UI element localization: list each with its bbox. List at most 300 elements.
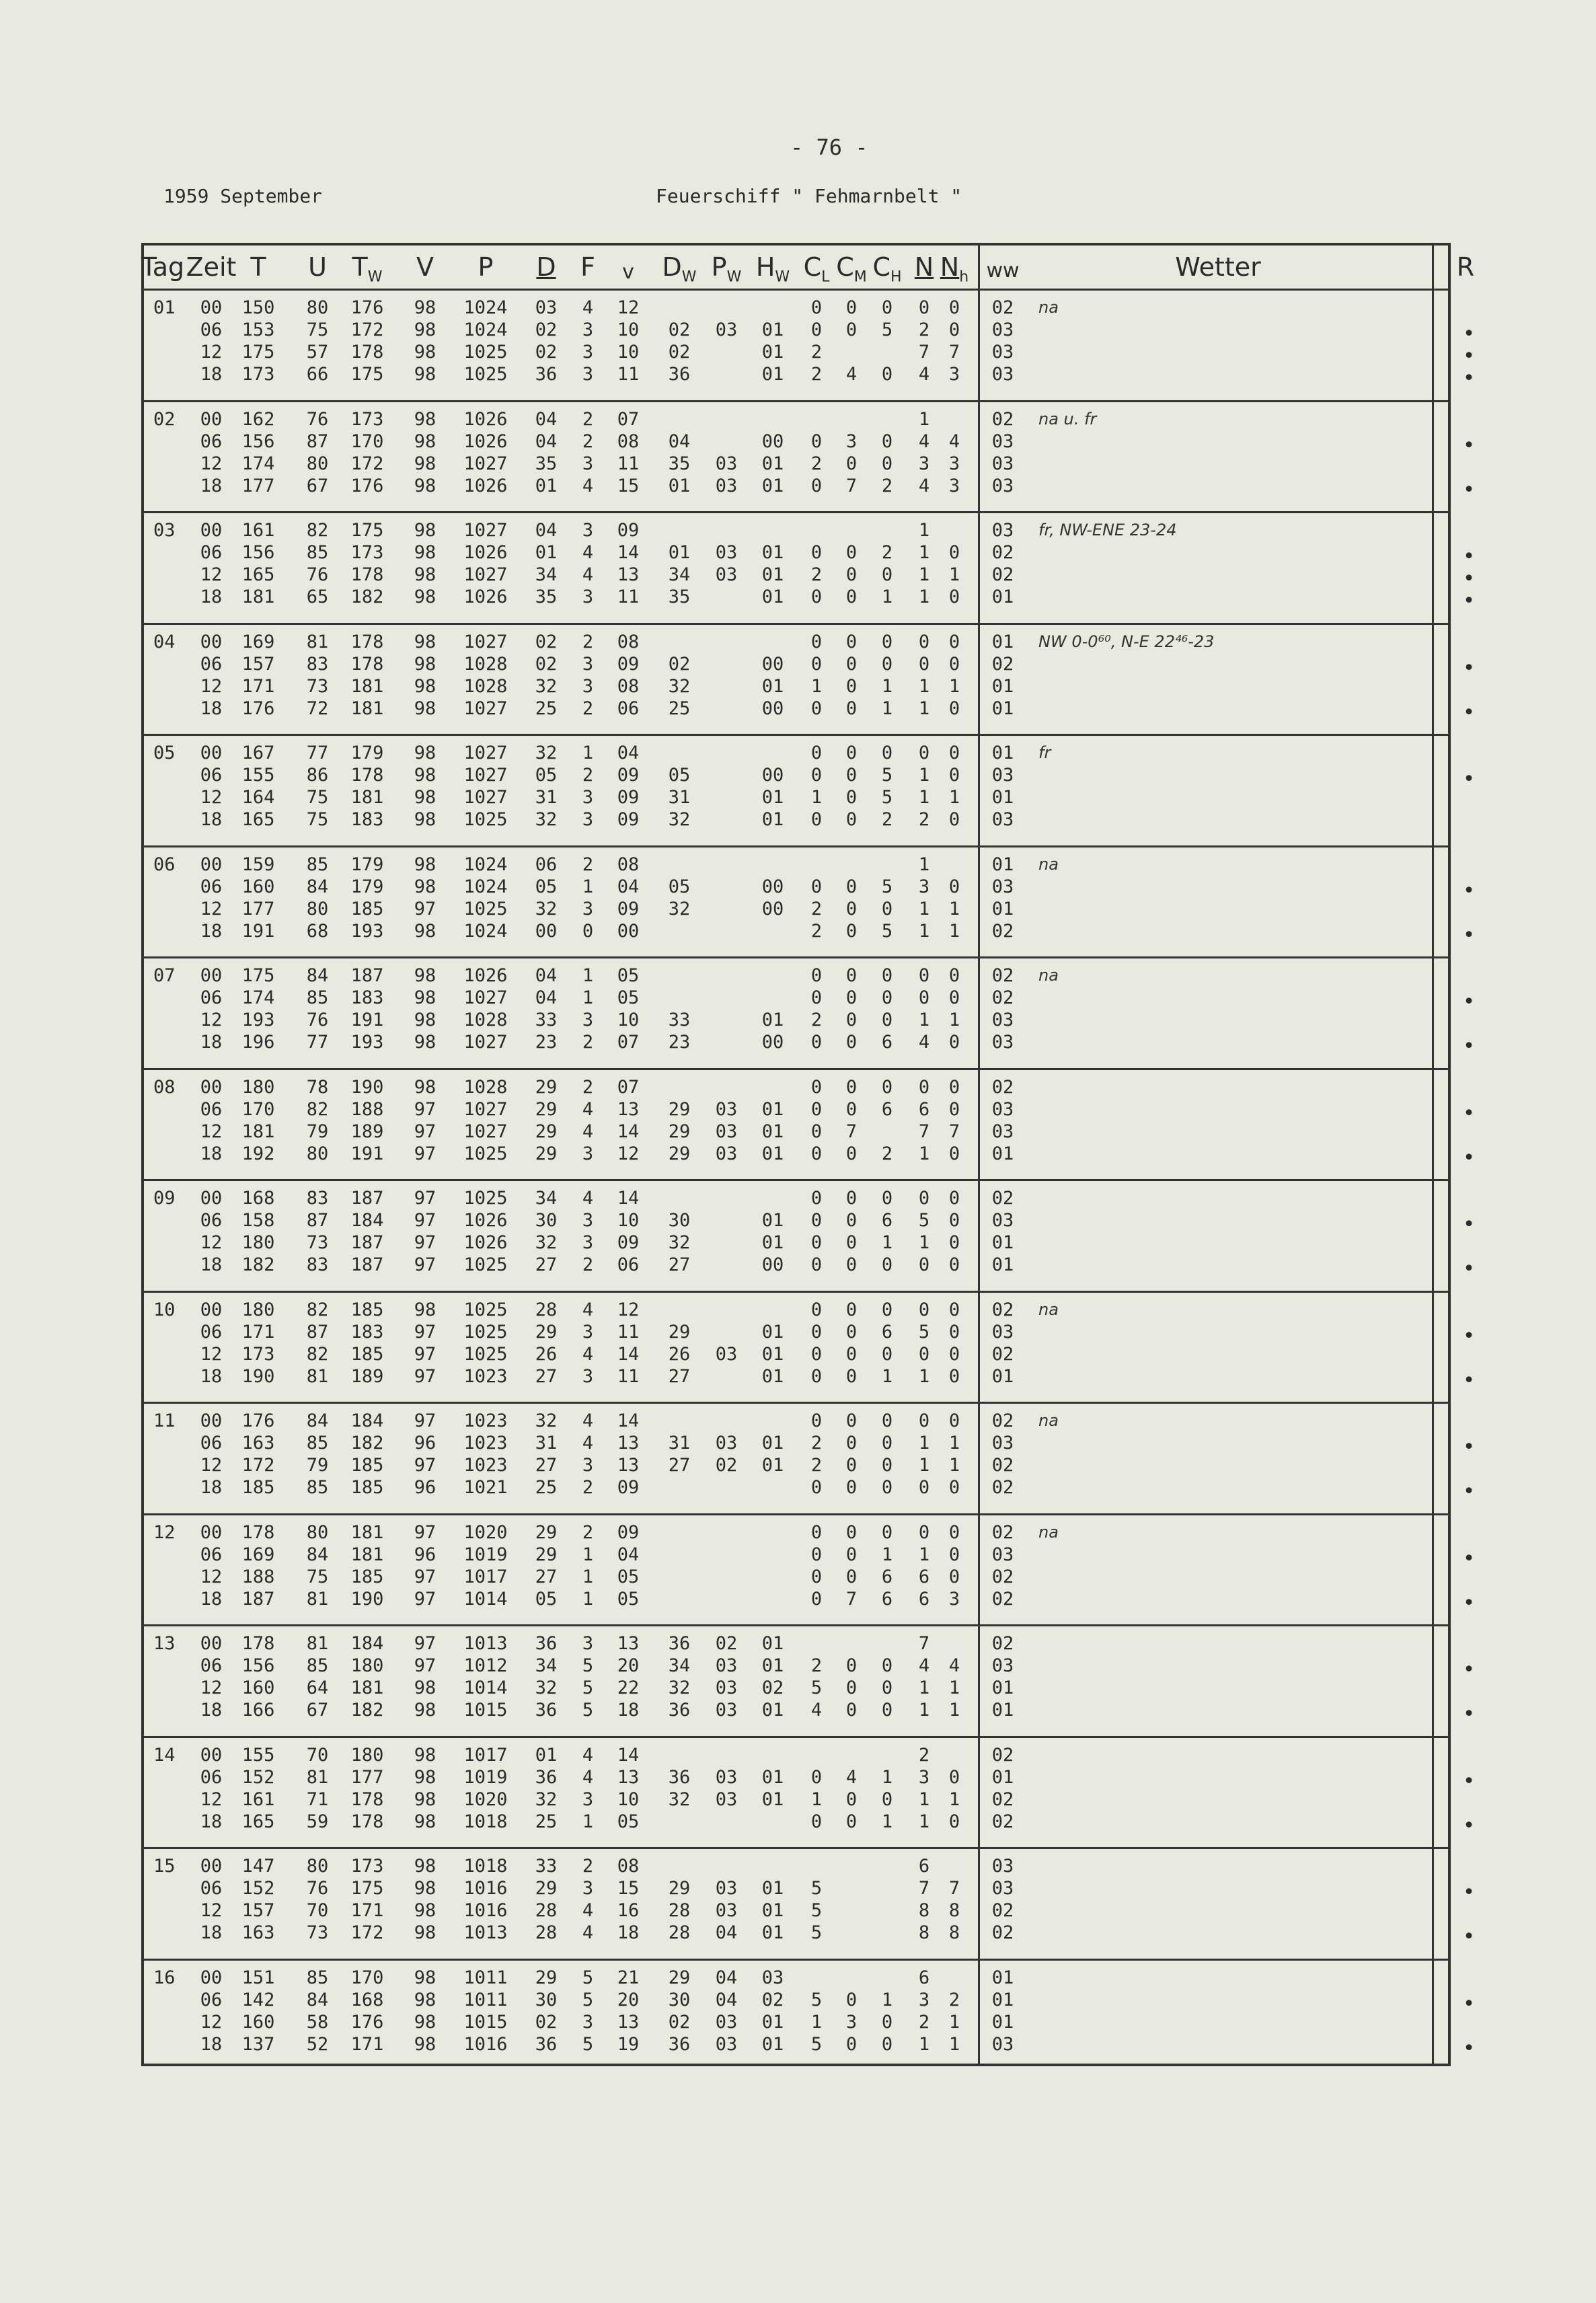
cell-p: 1025 [463,1143,508,1164]
cell-d: 28 [535,1922,558,1943]
cell-vv: 04 [617,743,640,763]
cell-zeit: 00 [200,1856,223,1877]
cell-p: 1028 [463,653,508,675]
cell-pw: 04 [715,1989,738,2010]
cell-ww: 03 [991,876,1014,897]
cell-n: 0 [918,1410,930,1431]
cell-f: 5 [582,1700,594,1721]
cell-d: 27 [535,1455,558,1476]
cell-hw: 00 [761,876,784,897]
cell-t: 190 [241,1365,275,1387]
cell-ww: 02 [991,1455,1014,1476]
cell-v: 97 [414,1365,436,1387]
cell-tw: 170 [350,430,384,452]
cell-cm: 0 [845,453,858,474]
cell-cl: 0 [810,587,823,607]
cell-dw: 05 [668,876,691,897]
cell-cm: 0 [845,765,858,786]
cell-t: 172 [241,1455,275,1476]
cell-ch: 2 [881,809,893,830]
cell-v: 98 [414,2011,436,2033]
cell-t: 163 [241,1433,275,1453]
cell-vv: 10 [617,342,640,363]
cell-p: 1027 [463,564,508,585]
cell-ch: 1 [881,1989,893,2010]
cell-nh: 0 [948,1143,960,1164]
cell-f: 3 [582,342,594,363]
cell-cm: 0 [845,1254,858,1275]
cell-ww: 01 [991,1967,1014,1988]
cell-d: 27 [535,1566,558,1587]
cell-vv: 08 [617,430,640,452]
cell-zeit: 00 [200,1633,223,1654]
cell-tw: 178 [350,342,384,363]
cell-f: 1 [582,987,594,1008]
cell-cl: 1 [810,787,823,808]
cell-tw: 191 [350,1143,384,1164]
cell-ww: 01 [991,1254,1014,1275]
cell-u: 85 [306,1477,329,1498]
cell-ch: 0 [881,1677,893,1698]
cell-hw: 00 [761,1254,784,1275]
cell-u: 84 [306,1544,329,1565]
cell-ww: 03 [991,1878,1014,1899]
day-label: 07 [153,965,176,986]
precip-dot: • [1462,767,1476,791]
cell-vv: 11 [617,364,640,385]
day-block [144,1402,1476,1515]
cell-zeit: 12 [200,787,223,808]
cell-v: 98 [414,809,436,830]
cell-nh: 1 [948,898,960,919]
cell-ch: 2 [881,1143,893,1164]
cell-t: 165 [241,564,275,585]
cell-v: 97 [414,1343,436,1365]
cell-cl: 2 [810,920,823,942]
cell-t: 156 [241,430,275,452]
cell-v: 98 [414,1299,436,1320]
cell-t: 162 [241,408,275,430]
cell-tw: 181 [350,697,384,719]
cell-n: 1 [918,1788,930,1810]
cell-p: 1023 [463,1365,508,1387]
cell-t: 188 [241,1566,275,1587]
day-label: 03 [153,520,176,541]
precip-dot: • [1462,1213,1476,1236]
cell-hw: 01 [761,1633,784,1654]
cell-v: 98 [414,987,436,1008]
cell-u: 75 [306,1566,329,1587]
cell-f: 3 [582,1010,594,1030]
cell-f: 3 [582,809,594,830]
cell-ch: 0 [881,2011,893,2033]
cell-u: 67 [306,1700,329,1721]
precip-dot: • [1462,433,1476,457]
cell-vv: 13 [617,1098,640,1120]
cell-u: 76 [306,1010,329,1030]
cell-f: 1 [582,1588,594,1610]
cell-v: 97 [414,1098,436,1120]
cell-zeit: 00 [200,1744,223,1766]
cell-zeit: 12 [200,1121,223,1142]
cell-tw: 179 [350,854,384,875]
cell-zeit: 18 [200,2033,223,2055]
cell-ch: 0 [881,1299,893,1320]
cell-cl: 5 [810,1989,823,2010]
cell-hw: 01 [761,2033,784,2055]
cell-zeit: 06 [200,1210,223,1231]
cell-v: 98 [414,765,436,786]
cell-vv: 11 [617,587,640,607]
cell-tw: 178 [350,564,384,585]
cell-vv: 13 [617,1433,640,1453]
cell-vv: 09 [617,1521,640,1543]
cell-d: 34 [535,1188,558,1209]
cell-p: 1026 [463,475,508,496]
cell-hw: 01 [761,364,784,385]
col-t: T [250,252,266,282]
cell-p: 1027 [463,765,508,786]
cell-u: 80 [306,1856,329,1877]
cell-ch: 0 [881,1010,893,1030]
cell-pw: 04 [715,1922,738,1943]
cell-nh: 0 [948,1254,960,1275]
wetter-note: fr, NW-ENE 23-24 [1038,521,1177,539]
cell-ch: 0 [881,1254,893,1275]
cell-p: 1025 [463,1188,508,1209]
precip-dot: • [1462,1769,1476,1793]
cell-p: 1027 [463,1098,508,1120]
cell-v: 98 [414,1967,436,1988]
cell-cl: 0 [810,1521,823,1543]
cell-cm: 0 [845,1321,858,1343]
precip-dot: • [1462,1480,1476,1503]
cell-t: 142 [241,1989,275,2010]
cell-vv: 09 [617,765,640,786]
cell-f: 2 [582,1856,594,1877]
cell-hw: 01 [761,1343,784,1365]
cell-t: 169 [241,631,275,652]
cell-hw: 01 [761,475,784,496]
cell-ww: 03 [991,520,1014,541]
cell-u: 52 [306,2033,329,2055]
cell-hw: 02 [761,1677,784,1698]
cell-cl: 0 [810,1544,823,1565]
cell-pw: 03 [715,1143,738,1164]
cell-n: 1 [918,2033,930,2055]
cell-ww: 02 [991,1922,1014,1943]
cell-cm: 0 [845,1455,858,1476]
cell-u: 73 [306,675,329,697]
cell-f: 1 [582,1811,594,1832]
cell-p: 1016 [463,1900,508,1921]
cell-nh: 0 [948,1566,960,1587]
cell-t: 153 [241,319,275,340]
cell-cm: 3 [845,2011,858,2033]
cell-dw: 31 [668,787,691,808]
cell-hw: 01 [761,542,784,563]
cell-v: 98 [414,1922,436,1943]
cell-ch: 0 [881,965,893,986]
cell-n: 3 [918,453,930,474]
cell-dw: 28 [668,1900,691,1921]
cell-f: 4 [582,1121,594,1142]
cell-hw: 01 [761,1433,784,1453]
day-label: 14 [153,1744,176,1766]
cell-dw: 02 [668,342,691,363]
cell-p: 1028 [463,1010,508,1030]
cell-n: 3 [918,1766,930,1788]
cell-v: 98 [414,1878,436,1899]
cell-tw: 184 [350,1410,384,1431]
cell-t: 167 [241,743,275,763]
cell-hw: 01 [761,1788,784,1810]
cell-vv: 13 [617,1766,640,1788]
cell-f: 4 [582,1433,594,1453]
cell-tw: 193 [350,1032,384,1053]
cell-t: 178 [241,1633,275,1654]
cell-ch: 5 [881,920,893,942]
cell-u: 77 [306,743,329,763]
cell-ch: 6 [881,1098,893,1120]
header-ship: Feuerschiff " Fehmarnbelt " [656,185,962,207]
cell-n: 6 [918,1856,930,1877]
cell-f: 3 [582,520,594,541]
cell-cm: 7 [845,1121,858,1142]
cell-d: 03 [535,297,558,318]
cell-pw: 03 [715,1700,738,1721]
cell-zeit: 12 [200,1232,223,1253]
cell-ww: 03 [991,342,1014,363]
cell-zeit: 06 [200,1989,223,2010]
cell-p: 1018 [463,1856,508,1877]
cell-p: 1012 [463,1655,508,1676]
cell-cm: 0 [845,1188,858,1209]
cell-v: 98 [414,364,436,385]
cell-d: 01 [535,542,558,563]
wetter-note: na [1038,298,1059,317]
col-r: R [1456,252,1475,282]
cell-cm: 0 [845,876,858,897]
cell-tw: 173 [350,542,384,563]
col-d: D [536,252,556,282]
cell-cl: 2 [810,453,823,474]
cell-d: 30 [535,1210,558,1231]
cell-f: 3 [582,453,594,474]
cell-cm: 0 [845,787,858,808]
cell-n: 1 [918,520,930,541]
cell-zeit: 00 [200,1076,223,1098]
precip-dot: • [1462,1145,1476,1170]
cell-tw: 185 [350,1566,384,1587]
cell-tw: 171 [350,2033,384,2055]
precip-dot: • [1462,1658,1476,1682]
cell-u: 68 [306,920,329,942]
col-p: P [478,252,494,282]
cell-nh: 0 [948,876,960,897]
cell-ch: 5 [881,765,893,786]
cell-t: 180 [241,1299,275,1320]
cell-ch: 0 [881,1455,893,1476]
cell-cm: 0 [845,1098,858,1120]
cell-ww: 03 [991,1321,1014,1343]
cell-n: 1 [918,697,930,719]
cell-dw: 02 [668,2011,691,2033]
cell-nh: 0 [948,765,960,786]
cell-vv: 13 [617,1633,640,1654]
cell-ww: 03 [991,1655,1014,1676]
cell-n: 1 [918,787,930,808]
cell-v: 98 [414,787,436,808]
cell-n: 6 [918,1566,930,1587]
cell-u: 80 [306,1521,329,1543]
cell-d: 06 [535,854,558,875]
cell-cm: 0 [845,1210,858,1231]
cell-d: 33 [535,1856,558,1877]
cell-cm: 0 [845,1299,858,1320]
table-header [141,246,1475,291]
cell-d: 32 [535,675,558,697]
cell-p: 1024 [463,297,508,318]
cell-u: 67 [306,475,329,496]
cell-nh: 7 [948,1121,960,1142]
cell-f: 4 [582,1922,594,1943]
cell-ww: 02 [991,1566,1014,1587]
cell-d: 32 [535,743,558,763]
cell-cl: 0 [810,965,823,986]
cell-d: 02 [535,653,558,675]
cell-v: 98 [414,1700,436,1721]
cell-u: 87 [306,1210,329,1231]
cell-n: 3 [918,1989,930,2010]
day-label: 13 [153,1633,176,1654]
cell-dw: 29 [668,1143,691,1164]
cell-v: 98 [414,430,436,452]
cell-cl: 2 [810,1655,823,1676]
cell-t: 171 [241,1321,275,1343]
cell-t: 191 [241,920,275,942]
cell-nh: 1 [948,1700,960,1721]
cell-t: 160 [241,2011,275,2033]
precip-dot: • [1462,1324,1476,1348]
cell-d: 04 [535,430,558,452]
cell-ch: 6 [881,1588,893,1610]
cell-nh: 0 [948,297,960,318]
cell-vv: 19 [617,2033,640,2055]
cell-zeit: 18 [200,1588,223,1610]
cell-dw: 32 [668,675,691,697]
cell-zeit: 18 [200,587,223,607]
cell-pw: 03 [715,1788,738,1810]
cell-ch: 0 [881,1343,893,1365]
cell-t: 155 [241,1744,275,1766]
cell-d: 32 [535,1232,558,1253]
cell-n: 0 [918,743,930,763]
cell-p: 1014 [463,1677,508,1698]
header-date: 1959 September [163,185,323,207]
cell-n: 6 [918,1967,930,1988]
cell-vv: 04 [617,876,640,897]
cell-pw: 03 [715,564,738,585]
cell-tw: 178 [350,1788,384,1810]
cell-tw: 189 [350,1365,384,1387]
cell-ch: 0 [881,2033,893,2055]
cell-nh: 3 [948,364,960,385]
cell-p: 1024 [463,319,508,340]
cell-f: 3 [582,1210,594,1231]
cell-p: 1021 [463,1477,508,1498]
cell-ch: 0 [881,987,893,1008]
cell-u: 65 [306,587,329,607]
cell-n: 1 [918,564,930,585]
cell-vv: 10 [617,319,640,340]
cell-n: 1 [918,765,930,786]
cell-ww: 02 [991,1811,1014,1832]
cell-t: 166 [241,1700,275,1721]
cell-f: 3 [582,1455,594,1476]
cell-p: 1025 [463,1343,508,1365]
cell-cl: 0 [810,1032,823,1053]
cell-v: 98 [414,1744,436,1766]
cell-n: 6 [918,1098,930,1120]
cell-cl: 5 [810,1922,823,1943]
col-nh: $N_h$ [940,252,969,286]
cell-cm: 0 [845,1232,858,1253]
cell-cl: 0 [810,1343,823,1365]
cell-hw: 00 [761,653,784,675]
cell-nh: 0 [948,809,960,830]
cell-tw: 170 [350,1967,384,1988]
cell-ch: 6 [881,1566,893,1587]
cell-ww: 01 [991,675,1014,697]
cell-tw: 190 [350,1588,384,1610]
cell-n: 6 [918,1588,930,1610]
cell-u: 77 [306,1032,329,1053]
cell-vv: 14 [617,1121,640,1142]
cell-t: 192 [241,1143,275,1164]
cell-zeit: 12 [200,342,223,363]
cell-v: 97 [414,1210,436,1231]
cell-n: 3 [918,876,930,897]
cell-p: 1025 [463,1254,508,1275]
cell-u: 84 [306,1989,329,2010]
cell-cm: 0 [845,1365,858,1387]
cell-zeit: 18 [200,1922,223,1943]
cell-zeit: 06 [200,765,223,786]
cell-cm: 3 [845,430,858,452]
cell-p: 1025 [463,898,508,919]
cell-dw: 23 [668,1032,691,1053]
cell-pw: 03 [715,1121,738,1142]
cell-ch: 5 [881,876,893,897]
cell-u: 83 [306,1254,329,1275]
cell-dw: 34 [668,564,691,585]
cell-ch: 0 [881,1700,893,1721]
cell-dw: 29 [668,1098,691,1120]
cell-f: 1 [582,965,594,986]
cell-cm: 0 [845,542,858,563]
cell-dw: 02 [668,319,691,340]
cell-cm: 4 [845,1766,858,1788]
cell-vv: 12 [617,1143,640,1164]
wetter-note: na [1038,1411,1059,1430]
cell-t: 152 [241,1766,275,1788]
cell-n: 0 [918,1477,930,1498]
cell-vv: 07 [617,1032,640,1053]
cell-vv: 11 [617,1365,640,1387]
cell-dw: 36 [668,2033,691,2055]
cell-nh: 8 [948,1900,960,1921]
